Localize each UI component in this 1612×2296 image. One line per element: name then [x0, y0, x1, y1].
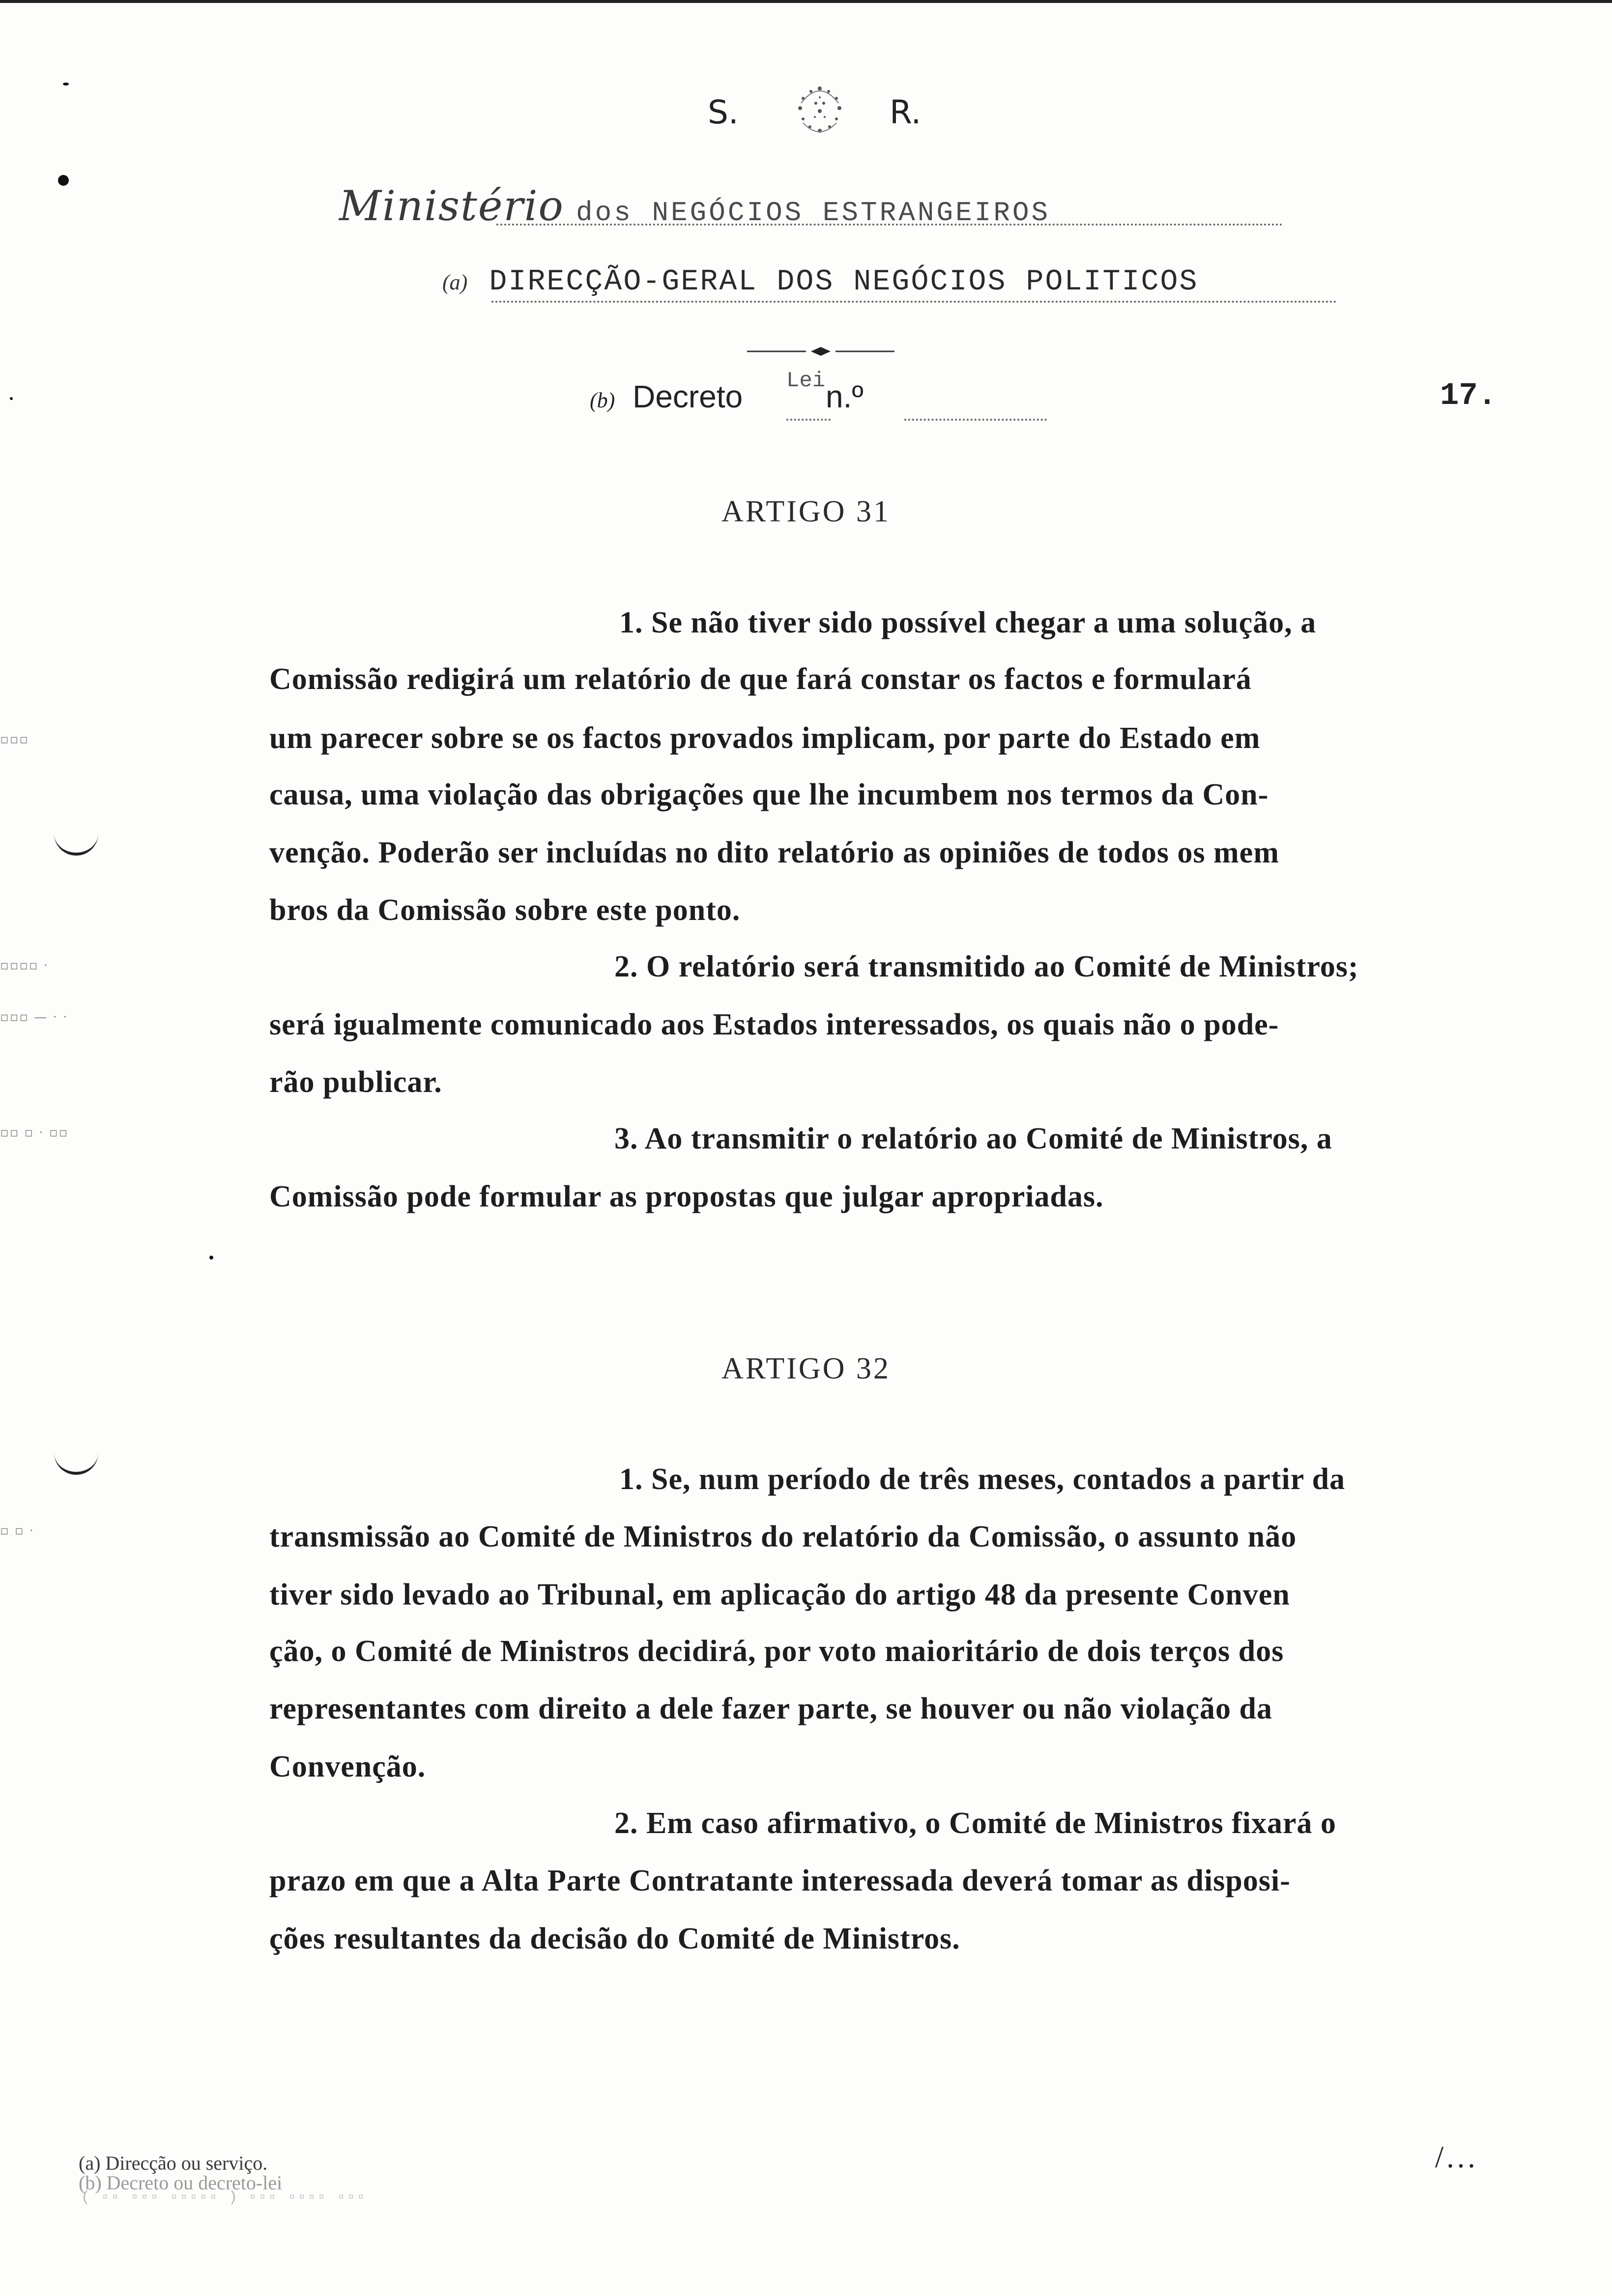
ornament-divider-icon: [747, 344, 894, 359]
footnote-a: (a) Direcção ou serviço.: [79, 2152, 268, 2174]
scan-speck: [58, 175, 69, 186]
ministry-heading: [339, 182, 1283, 230]
ministry-dotted-line: [496, 224, 1283, 226]
bleed-through-mark: ▫▫▫: [0, 732, 29, 747]
direcao-text: DIRECÇÃO-GERAL DOS NEGÓCIOS POLITICOS: [489, 265, 1199, 299]
article-31-line: causa, uma violação das obrigações que lhe incumbem nos termos da Con-: [269, 778, 1269, 811]
decreto-dotted-line: [786, 419, 831, 421]
scan-speck: [209, 1256, 213, 1260]
bleed-through-mark: ▫ ▫ ·: [0, 1523, 35, 1538]
article-31-line: 1. Se não tiver sido possível chegar a uma solução, a: [619, 606, 1317, 639]
article-32-line: Convenção.: [269, 1750, 426, 1783]
article-31-line: venção. Poderão ser incluídas no dito relatório as opiniões de todos os mem: [269, 836, 1279, 869]
article-32-line: 1. Se, num período de três meses, contados a partir da: [619, 1463, 1346, 1496]
article-32-line: prazo em que a Alta Parte Contratante interessada deverá tomar as disposi-: [269, 1864, 1291, 1897]
article-32-title: ARTIGO 32: [721, 1352, 891, 1385]
direcao-dotted-line: [491, 301, 1337, 303]
article-31-line: 2. O relatório será transmitido ao Comité de Ministros;: [614, 950, 1359, 983]
scan-speck: [10, 397, 13, 400]
footnote-b: (b) Decreto ou decreto-lei: [79, 2172, 283, 2194]
margin-hook-mark: [54, 823, 98, 856]
decreto-line: [590, 369, 864, 415]
decreto-number-label: n.º: [826, 379, 864, 414]
article-32-line: 2. Em caso afirmativo, o Comité de Ministros fixará o: [614, 1807, 1337, 1840]
article-31-line: rão publicar.: [269, 1065, 442, 1099]
header-r: R.: [890, 93, 921, 131]
article-31-line: bros da Comissão sobre este ponto.: [269, 893, 741, 927]
article-31-line: Comissão pode formular as propostas que julgar apropriadas.: [269, 1180, 1104, 1213]
article-31-line: 3. Ao transmitir o relatório ao Comité de Ministros, a: [614, 1122, 1332, 1155]
header-s: S.: [708, 93, 739, 131]
article-31-line: será igualmente comunicado aos Estados interessados, os quais não o pode-: [269, 1008, 1279, 1041]
article-31-line: um parecer sobre se os factos provados implicam, por parte do Estado em: [269, 721, 1261, 755]
decreto-label: Decreto: [633, 379, 743, 414]
direcao-line: [442, 265, 1199, 299]
coat-of-arms-seal-icon: [771, 74, 869, 152]
page-number: 17.: [1440, 378, 1497, 414]
scan-top-border: [0, 0, 1612, 3]
article-31-line: Comissão redigirá um relatório de que fará constar os factos e formulará: [269, 662, 1252, 696]
article-32-line: representantes com direito a dele fazer parte, se houver ou não violação da: [269, 1692, 1272, 1725]
decreto-dotted-line: [904, 419, 1047, 421]
bleed-through-mark: ▫▫▫ — · ·: [0, 1010, 68, 1025]
article-32-line: transmissão ao Comité de Ministros do relatório da Comissão, o assunto não: [269, 1520, 1297, 1553]
article-32-line: ção, o Comité de Ministros decidirá, por voto maioritário de dois terços dos: [269, 1635, 1284, 1668]
margin-hook-mark: [54, 1442, 98, 1475]
decreto-lei: Lei: [786, 369, 826, 393]
ministry-script: Ministério: [339, 182, 565, 230]
bleed-through-mark: ▫▫ ▫ · ▫▫: [0, 1125, 69, 1140]
printer-code-mark: ( ▫▫ ▫▫▫ ▫▫▫▫▫ ) ▫▫▫ ▫▫▫▫ ▫▫▫: [81, 2189, 367, 2206]
article-31-title: ARTIGO 31: [721, 495, 891, 528]
article-32-line: ções resultantes da decisão do Comité de Ministros.: [269, 1922, 960, 1955]
decreto-mark: (b): [590, 388, 615, 412]
direcao-mark: (a): [442, 270, 468, 294]
ministry-caps: dos NEGÓCIOS ESTRANGEIROS: [576, 197, 1051, 229]
article-32-line: tiver sido levado ao Tribunal, em aplicação do artigo 48 da presente Conven: [269, 1578, 1290, 1611]
bleed-through-mark: ▫▫▫▫ ·: [0, 958, 49, 973]
scan-speck: [63, 83, 69, 86]
continued-mark: /...: [1435, 2141, 1478, 2174]
